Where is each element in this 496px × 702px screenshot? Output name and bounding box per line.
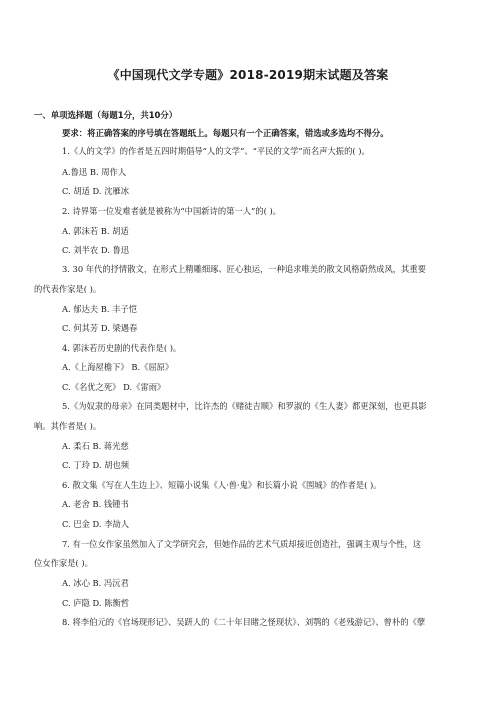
question-2: 2. 诗界第一位发难者就是被称为“中国新诗的第一人”的( )。 — [62, 206, 281, 216]
question-8: 8. 将李伯元的《官场现形记》、吴趼人的《二十年目睹之怪现状》、刘鹗的《老残游记》、曾朴的《孽 — [62, 617, 426, 627]
question-2-options-cd: C. 刘半农 D. 鲁迅 — [62, 245, 130, 255]
question-5-options-ab: A. 柔石 B. 蒋光慈 — [62, 441, 129, 451]
question-3-options-cd: C. 何其芳 D. 梁遇春 — [62, 323, 138, 333]
question-3-cont: 的代表作家是( )。 — [34, 284, 102, 294]
question-7-cont: 位女作家是( )。 — [34, 558, 93, 568]
question-1-options-ab: A.鲁迅 B. 周作人 — [62, 167, 127, 177]
question-7: 7. 有一位女作家虽然加入了文学研究会，但她作品的艺术气质却接近创造社，强调主观与个性，这 — [62, 539, 422, 549]
question-3: 3. 30 年代的抒情散文，在形式上精雕细琢、匠心独运，一种追求唯美的散文风格蔚然成风，其重要 — [62, 264, 426, 274]
section-heading: 一、单项选择题（每题1分，共10分） — [34, 110, 178, 120]
question-1-options-cd: C. 胡适 D. 沈雁冰 — [62, 186, 130, 196]
question-6-options-cd: C. 巴金 D. 李劼人 — [62, 519, 130, 529]
question-5: 5.《为奴隶的母亲》在同类题材中，比许杰的《赌徒吉顺》和罗淑的《生人妻》都更深刻，也更具影 — [62, 401, 427, 411]
question-4-options-cd: C.《名优之死》 D.《雷雨》 — [62, 382, 166, 392]
question-5-options-cd: C. 丁玲 D. 胡也频 — [62, 460, 130, 470]
instructions: 要求：将正确答案的序号填在答题纸上。每题只有一个正确答案，错选或多选均不得分。 — [62, 128, 389, 138]
question-6: 6. 散文集《写在人生边上》、短篇小说集《人·兽·鬼》和长篇小说《围城》的作者是( )。 — [62, 480, 382, 490]
question-2-options-ab: A. 郭沫若 B. 胡适 — [62, 226, 129, 236]
question-4-options-ab: A.《上海屋檐下》 B.《屈原》 — [62, 362, 174, 372]
question-5-cont: 响。其作者是( )。 — [34, 421, 102, 431]
question-7-options-ab: A. 冰心 B. 冯沅君 — [62, 578, 129, 588]
question-3-options-ab: A. 郁达夫 B. 丰子恺 — [62, 304, 138, 314]
document-title: 《中国现代文学专题》2018-2019期末试题及答案 — [107, 68, 389, 82]
question-4: 4. 郭沫若历史剧的代表作是( )。 — [62, 343, 182, 353]
question-6-options-ab: A. 老舍 B. 钱锺书 — [62, 499, 129, 509]
question-7-options-cd: C. 庐隐 D. 陈衡哲 — [62, 598, 130, 608]
question-1: 1.《人的文学》的作者是五四时期倡导“人的文学”、“平民的文学”而名声大振的( )。 — [62, 146, 370, 156]
